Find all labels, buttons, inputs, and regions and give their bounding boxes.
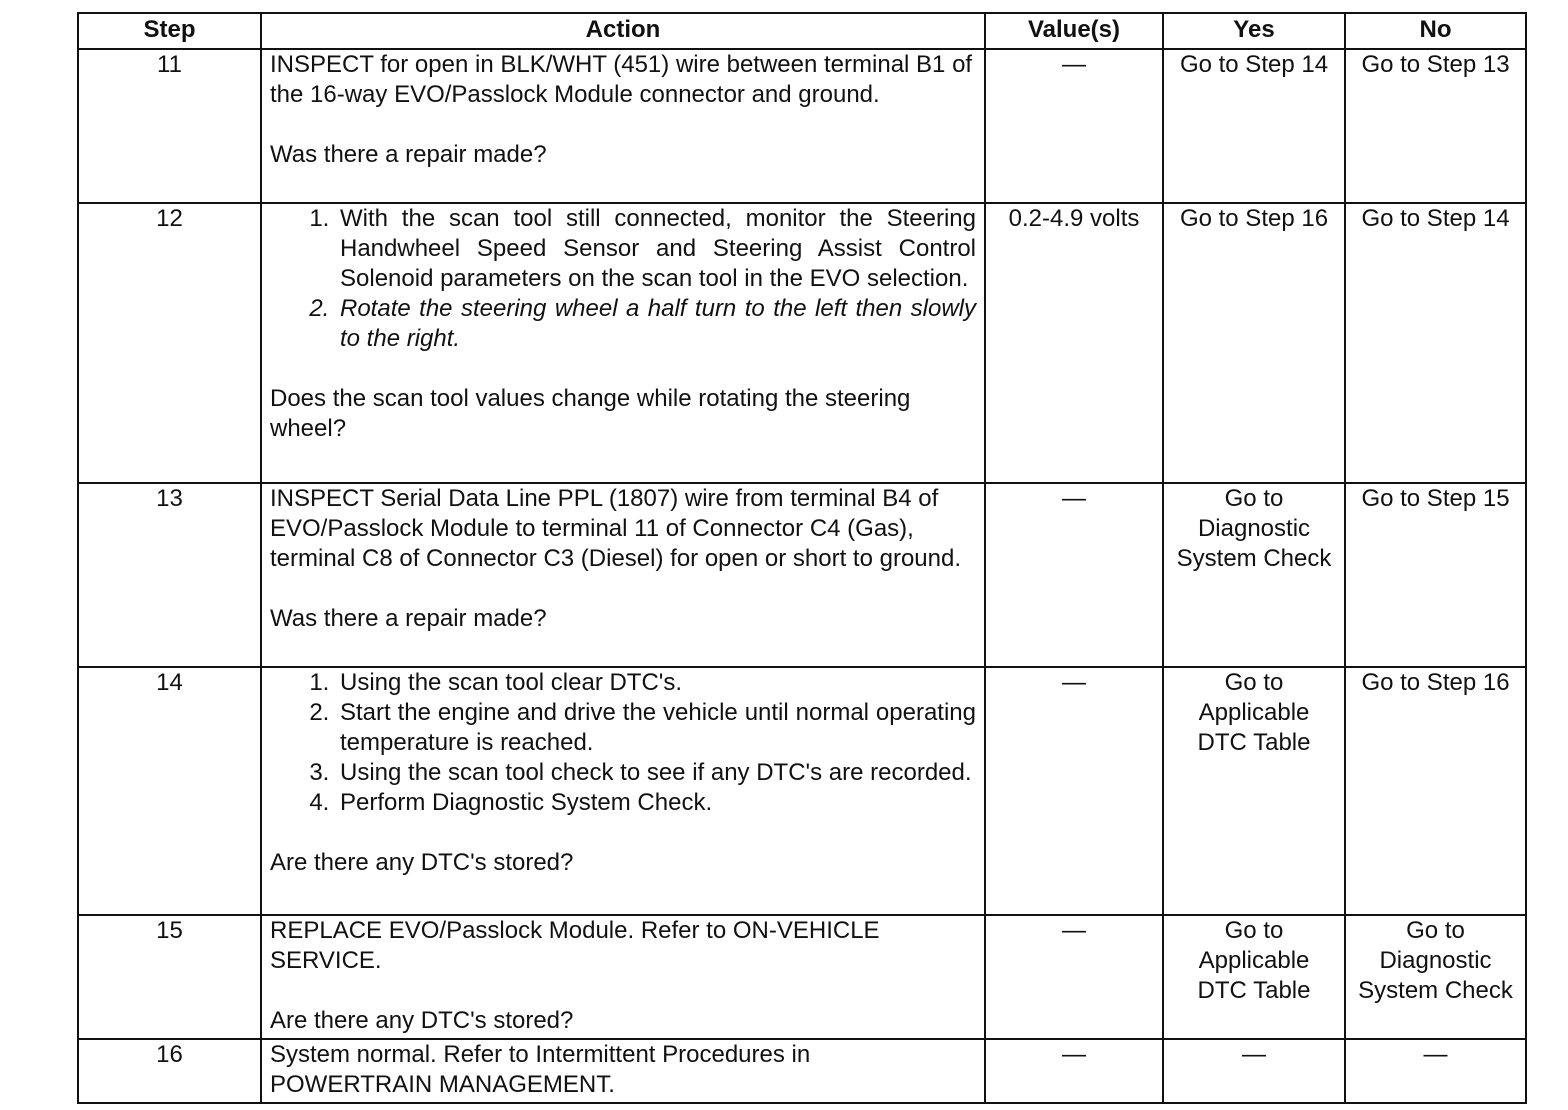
- value-cell: —: [985, 1039, 1163, 1103]
- action-question: Was there a repair made?: [270, 141, 547, 168]
- header-yes: Yes: [1163, 13, 1345, 49]
- header-values: Value(s): [985, 13, 1163, 49]
- action-list-item: 1. Using the scan tool clear DTC's.: [336, 668, 976, 698]
- yes-cell: Go to Step 16: [1163, 203, 1345, 483]
- header-action: Action: [261, 13, 985, 49]
- action-list-item: 3. Using the scan tool check to see if any DTC's are recorded.: [336, 758, 976, 788]
- no-cell: Go to Diagnostic System Check: [1345, 915, 1526, 1039]
- action-list: [270, 204, 976, 354]
- table-row: [78, 49, 1526, 203]
- value-cell: —: [985, 915, 1163, 1039]
- header-no: No: [1345, 13, 1526, 49]
- yes-cell: Go to Applicable DTC Table: [1163, 915, 1345, 1039]
- action-question: Are there any DTC's stored?: [270, 1007, 574, 1034]
- value-cell: 0.2-4.9 volts: [985, 203, 1163, 483]
- value-cell: —: [985, 483, 1163, 667]
- step-number: 13: [78, 483, 261, 667]
- action-cell: [261, 49, 985, 203]
- no-cell: Go to Step 15: [1345, 483, 1526, 667]
- table-row: [78, 203, 1526, 483]
- table-row: [78, 667, 1526, 915]
- header-step: Step: [78, 13, 261, 49]
- header-row: [78, 13, 1526, 49]
- action-list-item: 4. Perform Diagnostic System Check.: [336, 788, 976, 818]
- table-row: [78, 1039, 1526, 1103]
- action-text: REPLACE EVO/Passlock Module. Refer to ON-VEHICLE SERVICE.: [270, 917, 880, 974]
- yes-cell: Go to Diagnostic System Check: [1163, 483, 1345, 667]
- action-list-item: 2. Start the engine and drive the vehicle until normal operating temperature is reached.: [336, 698, 976, 758]
- action-text: INSPECT for open in BLK/WHT (451) wire between terminal B1 of the 16-way EVO/Passlock Module connector and ground.: [270, 51, 973, 108]
- step-number: 16: [78, 1039, 261, 1103]
- action-cell: [261, 915, 985, 1039]
- action-list-item: 2. Rotate the steering wheel a half turn to the left then slowly to the right.: [336, 294, 976, 354]
- action-list: [270, 668, 976, 818]
- yes-cell: Go to Applicable DTC Table: [1163, 667, 1345, 915]
- action-cell: [261, 1039, 985, 1103]
- action-cell: [261, 667, 985, 915]
- step-number: 11: [78, 49, 261, 203]
- no-cell: Go to Step 14: [1345, 203, 1526, 483]
- table-row: [78, 915, 1526, 1039]
- no-cell: Go to Step 16: [1345, 667, 1526, 915]
- yes-cell: Go to Step 14: [1163, 49, 1345, 203]
- action-list-item: 1. With the scan tool still connected, monitor the Steering Handwheel Speed Sensor and Steering Assist Control Solenoid parameters on the scan tool in the EVO selection.: [336, 204, 976, 294]
- action-question: Are there any DTC's stored?: [270, 849, 574, 876]
- action-cell: [261, 203, 985, 483]
- value-cell: —: [985, 667, 1163, 915]
- action-question: Was there a repair made?: [270, 605, 547, 632]
- table-row: [78, 483, 1526, 667]
- action-cell: [261, 483, 985, 667]
- step-number: 12: [78, 203, 261, 483]
- diagnostic-table: [77, 12, 1527, 1104]
- step-number: 15: [78, 915, 261, 1039]
- yes-cell: —: [1163, 1039, 1345, 1103]
- action-text: INSPECT Serial Data Line PPL (1807) wire from terminal B4 of EVO/Passlock Module to terminal 11 of Connector C4 (Gas), terminal C8 of Connector C3 (Diesel) for open or short to ground.: [270, 485, 961, 572]
- no-cell: Go to Step 13: [1345, 49, 1526, 203]
- action-question: Does the scan tool values change while rotating the steering wheel?: [270, 385, 911, 442]
- step-number: 14: [78, 667, 261, 915]
- value-cell: —: [985, 49, 1163, 203]
- action-text: System normal. Refer to Intermittent Procedures in POWERTRAIN MANAGEMENT.: [270, 1041, 811, 1098]
- no-cell: —: [1345, 1039, 1526, 1103]
